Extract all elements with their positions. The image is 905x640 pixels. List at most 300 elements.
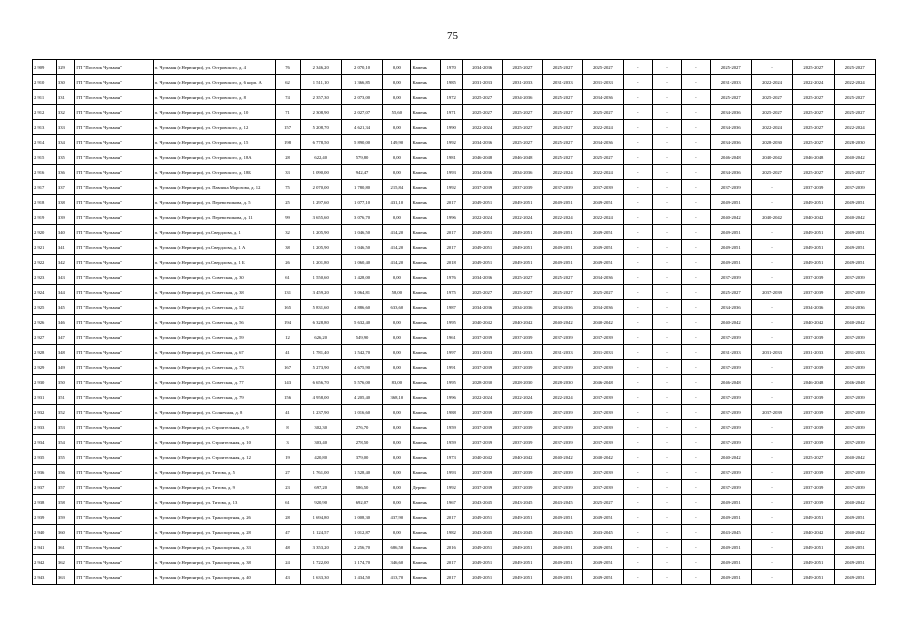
- roof-term-cell: 2028-2030: [462, 375, 502, 390]
- electricity-term-cell: 2049-2051: [710, 195, 751, 210]
- elevator-term-cell: -: [751, 510, 792, 525]
- overhaul-term-cell: 2025-2027: [834, 60, 875, 75]
- wall-material-cell: Камень: [411, 225, 440, 240]
- house-id: 340: [56, 225, 74, 240]
- cold-water-cell: -: [623, 150, 652, 165]
- year-built-cell: 1992: [440, 480, 462, 495]
- apartments-cell: 157: [275, 120, 300, 135]
- electricity-term-cell: 2049-2051: [710, 240, 751, 255]
- heating-term-cell: 2031-2033: [583, 75, 623, 90]
- engineering-term-cell: 2025-2027: [793, 90, 834, 105]
- municipality-cell: ГП "Поселок Чульман": [75, 315, 153, 330]
- total-area-cell: 420,80: [300, 450, 341, 465]
- wall-material-cell: Камень: [411, 360, 440, 375]
- wall-material-cell: Камень: [411, 555, 440, 570]
- total-area-cell: 2 308,90: [300, 105, 341, 120]
- overhaul-term-cell: 2022-2024: [834, 75, 875, 90]
- heating-term-cell: 2037-2039: [583, 330, 623, 345]
- nonres-area-cell: 431,10: [383, 195, 411, 210]
- heating-term-cell: 2034-2036: [583, 90, 623, 105]
- row-number: 2 929: [33, 360, 57, 375]
- total-area-cell: 1 090,00: [300, 165, 341, 180]
- engineering-term-cell: 2040-2042: [793, 525, 834, 540]
- row-number: 2 915: [33, 150, 57, 165]
- engineering-term-cell: 2049-2051: [793, 195, 834, 210]
- electricity-term-cell: 2049-2051: [710, 255, 751, 270]
- year-built-cell: 1971: [440, 105, 462, 120]
- table-row: [33, 465, 876, 480]
- wall-material-cell: Камень: [411, 390, 440, 405]
- year-built-cell: 1987: [440, 300, 462, 315]
- row-number: 2 913: [33, 120, 57, 135]
- address-cell: п. Чульман (г.Нерюнгри), ул. Строительная, д. 10: [153, 435, 275, 450]
- house-id: 334: [56, 135, 74, 150]
- foundation-term-cell: 2040-2042: [543, 315, 583, 330]
- total-area-cell: 5 831,60: [300, 300, 341, 315]
- engineering-term-cell: 2037-2039: [793, 360, 834, 375]
- engineering-term-cell: 2049-2051: [793, 240, 834, 255]
- wall-material-cell: Камень: [411, 510, 440, 525]
- wall-material-cell: Камень: [411, 285, 440, 300]
- foundation-term-cell: 2037-2039: [543, 360, 583, 375]
- living-area-cell: 1 174,70: [341, 555, 382, 570]
- apartments-cell: 143: [275, 375, 300, 390]
- wall-material-cell: Камень: [411, 150, 440, 165]
- nonres-area-cell: 0,00: [383, 150, 411, 165]
- overhaul-term-cell: 2037-2039: [834, 420, 875, 435]
- nonres-area-cell: 0,00: [383, 465, 411, 480]
- total-area-cell: 2 070,00: [300, 180, 341, 195]
- living-area-cell: 5 890,00: [341, 135, 382, 150]
- cold-water-cell: -: [623, 105, 652, 120]
- roof-term-cell: 2022-2024: [462, 390, 502, 405]
- cold-water-cell: -: [623, 120, 652, 135]
- electricity-term-cell: 2040-2042: [710, 315, 751, 330]
- hot-water-cell: -: [652, 150, 681, 165]
- overhaul-term-cell: 2049-2051: [834, 555, 875, 570]
- total-area-cell: 1 781,40: [300, 345, 341, 360]
- hot-water-cell: -: [652, 165, 681, 180]
- sewerage-cell: -: [682, 75, 710, 90]
- roof-term-cell: 2049-2051: [462, 225, 502, 240]
- cold-water-cell: -: [623, 555, 652, 570]
- year-built-cell: 1967: [440, 495, 462, 510]
- facade-term-cell: 2049-2051: [502, 255, 542, 270]
- address-cell: п. Чульман (г.Нерюнгри), ул.Свердлова, д. 1 Б: [153, 255, 275, 270]
- apartments-cell: 48: [275, 540, 300, 555]
- foundation-term-cell: 2043-2045: [543, 495, 583, 510]
- apartments-cell: 71: [275, 105, 300, 120]
- wall-material-cell: Камень: [411, 435, 440, 450]
- hot-water-cell: -: [652, 315, 681, 330]
- year-built-cell: 1985: [440, 75, 462, 90]
- foundation-term-cell: 2025-2027: [543, 150, 583, 165]
- electricity-term-cell: 2049-2051: [710, 570, 751, 585]
- engineering-term-cell: 2049-2051: [793, 555, 834, 570]
- address-cell: п. Чульман (г.Нерюнгри), ул. Островского, д. 10: [153, 105, 275, 120]
- sewerage-cell: -: [682, 270, 710, 285]
- year-built-cell: 2017: [440, 225, 462, 240]
- engineering-term-cell: 2049-2051: [793, 225, 834, 240]
- roof-term-cell: 2037-2039: [462, 330, 502, 345]
- heating-term-cell: 2049-2051: [583, 570, 623, 585]
- overhaul-term-cell: 2040-2042: [834, 450, 875, 465]
- elevator-term-cell: -: [751, 555, 792, 570]
- engineering-term-cell: 2025-2027: [793, 135, 834, 150]
- wall-material-cell: Камень: [411, 450, 440, 465]
- overhaul-term-cell: 2025-2027: [834, 105, 875, 120]
- year-built-cell: 1982: [440, 525, 462, 540]
- house-id: 329: [56, 60, 74, 75]
- sewerage-cell: -: [682, 300, 710, 315]
- hot-water-cell: -: [652, 525, 681, 540]
- living-area-cell: 278,50: [341, 435, 382, 450]
- row-number: 2 932: [33, 405, 57, 420]
- foundation-term-cell: 2040-2042: [543, 450, 583, 465]
- wall-material-cell: Дерево: [411, 480, 440, 495]
- heating-term-cell: 2022-2024: [583, 120, 623, 135]
- apartments-cell: 23: [275, 480, 300, 495]
- table-row: [33, 75, 876, 90]
- address-cell: п. Чульман (г.Нерюнгри), ул. Транспортная, д. 38: [153, 555, 275, 570]
- apartments-cell: 27: [275, 465, 300, 480]
- foundation-term-cell: 2037-2039: [543, 405, 583, 420]
- foundation-term-cell: 2025-2027: [543, 285, 583, 300]
- row-number: 2 919: [33, 210, 57, 225]
- municipality-cell: ГП "Поселок Чульман": [75, 450, 153, 465]
- roof-term-cell: 2022-2024: [462, 120, 502, 135]
- cold-water-cell: -: [623, 480, 652, 495]
- hot-water-cell: -: [652, 570, 681, 585]
- row-number: 2 935: [33, 450, 57, 465]
- sewerage-cell: -: [682, 150, 710, 165]
- house-id: 339: [56, 210, 74, 225]
- foundation-term-cell: 2037-2039: [543, 330, 583, 345]
- elevator-term-cell: 2022-2024: [751, 120, 792, 135]
- nonres-area-cell: 346,60: [383, 555, 411, 570]
- overhaul-term-cell: 2040-2042: [834, 525, 875, 540]
- hot-water-cell: -: [652, 225, 681, 240]
- sewerage-cell: -: [682, 60, 710, 75]
- heating-term-cell: 2025-2027: [583, 285, 623, 300]
- overhaul-term-cell: 2049-2051: [834, 570, 875, 585]
- apartments-cell: 41: [275, 405, 300, 420]
- sewerage-cell: -: [682, 105, 710, 120]
- row-number: 2 917: [33, 180, 57, 195]
- table-row: [33, 285, 876, 300]
- municipality-cell: ГП "Поселок Чульман": [75, 150, 153, 165]
- electricity-term-cell: 2037-2039: [710, 180, 751, 195]
- overhaul-term-cell: 2022-2024: [834, 120, 875, 135]
- foundation-term-cell: 2049-2051: [543, 195, 583, 210]
- hot-water-cell: -: [652, 435, 681, 450]
- living-area-cell: 379,00: [341, 450, 382, 465]
- sewerage-cell: -: [682, 465, 710, 480]
- total-area-cell: 5 273,90: [300, 360, 341, 375]
- heating-term-cell: 2034-2036: [583, 300, 623, 315]
- address-cell: п. Чульман (г.Нерюнгри), ул. Перевозчикова, д. 5: [153, 195, 275, 210]
- engineering-term-cell: 2025-2027: [793, 105, 834, 120]
- wall-material-cell: Камень: [411, 495, 440, 510]
- apartments-cell: 99: [275, 210, 300, 225]
- table-row: [33, 495, 876, 510]
- electricity-term-cell: 2034-2036: [710, 165, 751, 180]
- nonres-area-cell: 633,60: [383, 300, 411, 315]
- year-built-cell: 1976: [440, 270, 462, 285]
- house-id: 346: [56, 315, 74, 330]
- nonres-area-cell: 0,00: [383, 360, 411, 375]
- house-id: 358: [56, 495, 74, 510]
- roof-term-cell: 2034-2036: [462, 270, 502, 285]
- house-id: 351: [56, 390, 74, 405]
- roof-term-cell: 2040-2042: [462, 450, 502, 465]
- municipality-cell: ГП "Поселок Чульман": [75, 330, 153, 345]
- address-cell: п. Чульман (г.Нерюнгри), ул. Островского, д. 15: [153, 135, 275, 150]
- house-id: 337: [56, 180, 74, 195]
- nonres-area-cell: 413,70: [383, 570, 411, 585]
- elevator-term-cell: -: [751, 195, 792, 210]
- table-row: [33, 420, 876, 435]
- cold-water-cell: -: [623, 435, 652, 450]
- municipality-cell: ГП "Поселок Чульман": [75, 360, 153, 375]
- apartments-cell: 38: [275, 240, 300, 255]
- wall-material-cell: Камень: [411, 405, 440, 420]
- elevator-term-cell: -: [751, 360, 792, 375]
- total-area-cell: 1 694,80: [300, 510, 341, 525]
- foundation-term-cell: 2022-2024: [543, 210, 583, 225]
- heating-term-cell: 2034-2036: [583, 135, 623, 150]
- address-cell: п. Чульман (г.Нерюнгри), ул. Советская, д. 73: [153, 360, 275, 375]
- page-number: 75: [447, 30, 458, 42]
- row-number: 2 920: [33, 225, 57, 240]
- municipality-cell: ГП "Поселок Чульман": [75, 105, 153, 120]
- overhaul-term-cell: 2037-2039: [834, 360, 875, 375]
- wall-material-cell: Камень: [411, 120, 440, 135]
- address-cell: п. Чульман (г.Нерюнгри), ул. Транспортная, д. 26: [153, 510, 275, 525]
- wall-material-cell: Камень: [411, 255, 440, 270]
- overhaul-term-cell: 2040-2042: [834, 495, 875, 510]
- address-cell: п. Чульман (г.Нерюнгри), ул.Свердлова, д. 1: [153, 225, 275, 240]
- heating-term-cell: 2025-2027: [583, 60, 623, 75]
- facade-term-cell: 2037-2039: [502, 360, 542, 375]
- electricity-term-cell: 2049-2051: [710, 495, 751, 510]
- elevator-term-cell: -: [751, 495, 792, 510]
- facade-term-cell: 2025-2027: [502, 135, 542, 150]
- sewerage-cell: -: [682, 360, 710, 375]
- total-area-cell: 4 958,00: [300, 390, 341, 405]
- hot-water-cell: -: [652, 330, 681, 345]
- apartments-cell: 61: [275, 495, 300, 510]
- engineering-term-cell: 2049-2051: [793, 255, 834, 270]
- overhaul-term-cell: 2040-2042: [834, 315, 875, 330]
- overhaul-term-cell: 2049-2051: [834, 510, 875, 525]
- total-area-cell: 1 205,90: [300, 225, 341, 240]
- row-number: 2 926: [33, 315, 57, 330]
- foundation-term-cell: 2049-2051: [543, 240, 583, 255]
- roof-term-cell: 2049-2051: [462, 240, 502, 255]
- apartments-cell: 61: [275, 270, 300, 285]
- electricity-term-cell: 2040-2042: [710, 450, 751, 465]
- facade-term-cell: 2034-2036: [502, 90, 542, 105]
- row-number: 2 936: [33, 465, 57, 480]
- address-cell: п. Чульман (г.Нерюнгри), ул. Советская, д. 67: [153, 345, 275, 360]
- municipality-cell: ГП "Поселок Чульман": [75, 75, 153, 90]
- overhaul-term-cell: 2049-2051: [834, 195, 875, 210]
- address-cell: п. Чульман (г.Нерюнгри), ул. Островского, д. 4: [153, 60, 275, 75]
- engineering-term-cell: 2025-2027: [793, 450, 834, 465]
- cold-water-cell: -: [623, 420, 652, 435]
- apartments-cell: 28: [275, 510, 300, 525]
- heating-term-cell: 2037-2039: [583, 420, 623, 435]
- year-built-cell: 1972: [440, 90, 462, 105]
- nonres-area-cell: 0,00: [383, 90, 411, 105]
- elevator-term-cell: -: [751, 390, 792, 405]
- house-id: 360: [56, 525, 74, 540]
- wall-material-cell: Камень: [411, 420, 440, 435]
- municipality-cell: ГП "Поселок Чульман": [75, 435, 153, 450]
- living-area-cell: 2 070,10: [341, 60, 382, 75]
- facade-term-cell: 2028-2030: [502, 375, 542, 390]
- table-row: [33, 540, 876, 555]
- cold-water-cell: -: [623, 300, 652, 315]
- electricity-term-cell: 2034-2036: [710, 135, 751, 150]
- foundation-term-cell: 2025-2027: [543, 120, 583, 135]
- house-id: 349: [56, 360, 74, 375]
- year-built-cell: 1996: [440, 210, 462, 225]
- facade-term-cell: 2049-2051: [502, 240, 542, 255]
- wall-material-cell: Камень: [411, 525, 440, 540]
- wall-material-cell: Камень: [411, 135, 440, 150]
- row-number: 2 924: [33, 285, 57, 300]
- cold-water-cell: -: [623, 270, 652, 285]
- roof-term-cell: 2025-2027: [462, 285, 502, 300]
- sewerage-cell: -: [682, 120, 710, 135]
- engineering-term-cell: 2040-2042: [793, 210, 834, 225]
- heating-term-cell: 2037-2039: [583, 435, 623, 450]
- year-built-cell: 1975: [440, 285, 462, 300]
- wall-material-cell: Камень: [411, 540, 440, 555]
- heating-term-cell: 2022-2024: [583, 165, 623, 180]
- heating-term-cell: 2049-2051: [583, 255, 623, 270]
- house-id: 352: [56, 405, 74, 420]
- nonres-area-cell: 0,00: [383, 270, 411, 285]
- elevator-term-cell: -: [751, 255, 792, 270]
- house-id: 330: [56, 75, 74, 90]
- total-area-cell: 303,40: [300, 435, 341, 450]
- table-row: [33, 165, 876, 180]
- house-id: 361: [56, 540, 74, 555]
- apartments-cell: 3: [275, 435, 300, 450]
- engineering-term-cell: 2037-2039: [793, 480, 834, 495]
- year-built-cell: 2017: [440, 510, 462, 525]
- foundation-term-cell: 2037-2039: [543, 435, 583, 450]
- wall-material-cell: Камень: [411, 270, 440, 285]
- hot-water-cell: -: [652, 405, 681, 420]
- wall-material-cell: Камень: [411, 300, 440, 315]
- wall-material-cell: Камень: [411, 180, 440, 195]
- year-built-cell: 1992: [440, 180, 462, 195]
- overhaul-term-cell: 2028-2030: [834, 135, 875, 150]
- living-area-cell: 4 621,34: [341, 120, 382, 135]
- hot-water-cell: -: [652, 345, 681, 360]
- address-cell: п. Чульман (г.Нерюнгри), ул. Транспортная, д. 33: [153, 540, 275, 555]
- apartments-cell: 167: [275, 360, 300, 375]
- elevator-term-cell: -: [751, 525, 792, 540]
- facade-term-cell: 2025-2027: [502, 120, 542, 135]
- engineering-term-cell: 2046-2048: [793, 150, 834, 165]
- roof-term-cell: 2022-2024: [462, 210, 502, 225]
- elevator-term-cell: -: [751, 375, 792, 390]
- cold-water-cell: -: [623, 375, 652, 390]
- total-area-cell: 1 722,00: [300, 555, 341, 570]
- electricity-term-cell: 2037-2039: [710, 405, 751, 420]
- cold-water-cell: -: [623, 525, 652, 540]
- cold-water-cell: -: [623, 465, 652, 480]
- total-area-cell: 6 328,80: [300, 315, 341, 330]
- roof-term-cell: 2043-2045: [462, 525, 502, 540]
- nonres-area-cell: 149,90: [383, 135, 411, 150]
- living-area-cell: 2 073,00: [341, 90, 382, 105]
- housing-registry-table: [32, 59, 876, 585]
- nonres-area-cell: 0,00: [383, 450, 411, 465]
- nonres-area-cell: 83,00: [383, 375, 411, 390]
- living-area-cell: 1 012,87: [341, 525, 382, 540]
- municipality-cell: ГП "Поселок Чульман": [75, 135, 153, 150]
- total-area-cell: 3 353,20: [300, 540, 341, 555]
- heating-term-cell: 2022-2024: [583, 210, 623, 225]
- sewerage-cell: -: [682, 330, 710, 345]
- row-number: 2 931: [33, 390, 57, 405]
- living-area-cell: 2 256,70: [341, 540, 382, 555]
- heating-term-cell: 2037-2039: [583, 480, 623, 495]
- roof-term-cell: 2037-2039: [462, 405, 502, 420]
- table-row: [33, 60, 876, 75]
- wall-material-cell: Камень: [411, 315, 440, 330]
- facade-term-cell: 2049-2051: [502, 555, 542, 570]
- house-id: 333: [56, 120, 74, 135]
- elevator-term-cell: -: [751, 465, 792, 480]
- heating-term-cell: 2040-2042: [583, 315, 623, 330]
- house-id: 335: [56, 150, 74, 165]
- sewerage-cell: -: [682, 195, 710, 210]
- sewerage-cell: -: [682, 480, 710, 495]
- total-area-cell: 1 205,90: [300, 240, 341, 255]
- elevator-term-cell: 2025-2027: [751, 165, 792, 180]
- roof-term-cell: 2043-2045: [462, 495, 502, 510]
- heating-term-cell: 2031-2033: [583, 345, 623, 360]
- heating-term-cell: 2049-2051: [583, 540, 623, 555]
- overhaul-term-cell: 2037-2039: [834, 285, 875, 300]
- foundation-term-cell: 2037-2039: [543, 480, 583, 495]
- sewerage-cell: -: [682, 390, 710, 405]
- sewerage-cell: -: [682, 315, 710, 330]
- overhaul-term-cell: 2049-2051: [834, 225, 875, 240]
- facade-term-cell: 2031-2033: [502, 345, 542, 360]
- house-id: 353: [56, 420, 74, 435]
- foundation-term-cell: 2049-2051: [543, 570, 583, 585]
- year-built-cell: 1996: [440, 390, 462, 405]
- cold-water-cell: -: [623, 330, 652, 345]
- cold-water-cell: -: [623, 195, 652, 210]
- electricity-term-cell: 2037-2039: [710, 420, 751, 435]
- facade-term-cell: 2049-2051: [502, 570, 542, 585]
- row-number: 2 942: [33, 555, 57, 570]
- engineering-term-cell: 2037-2039: [793, 285, 834, 300]
- engineering-term-cell: 2031-2033: [793, 345, 834, 360]
- living-area-cell: 1 780,80: [341, 180, 382, 195]
- hot-water-cell: -: [652, 75, 681, 90]
- heating-term-cell: 2049-2051: [583, 555, 623, 570]
